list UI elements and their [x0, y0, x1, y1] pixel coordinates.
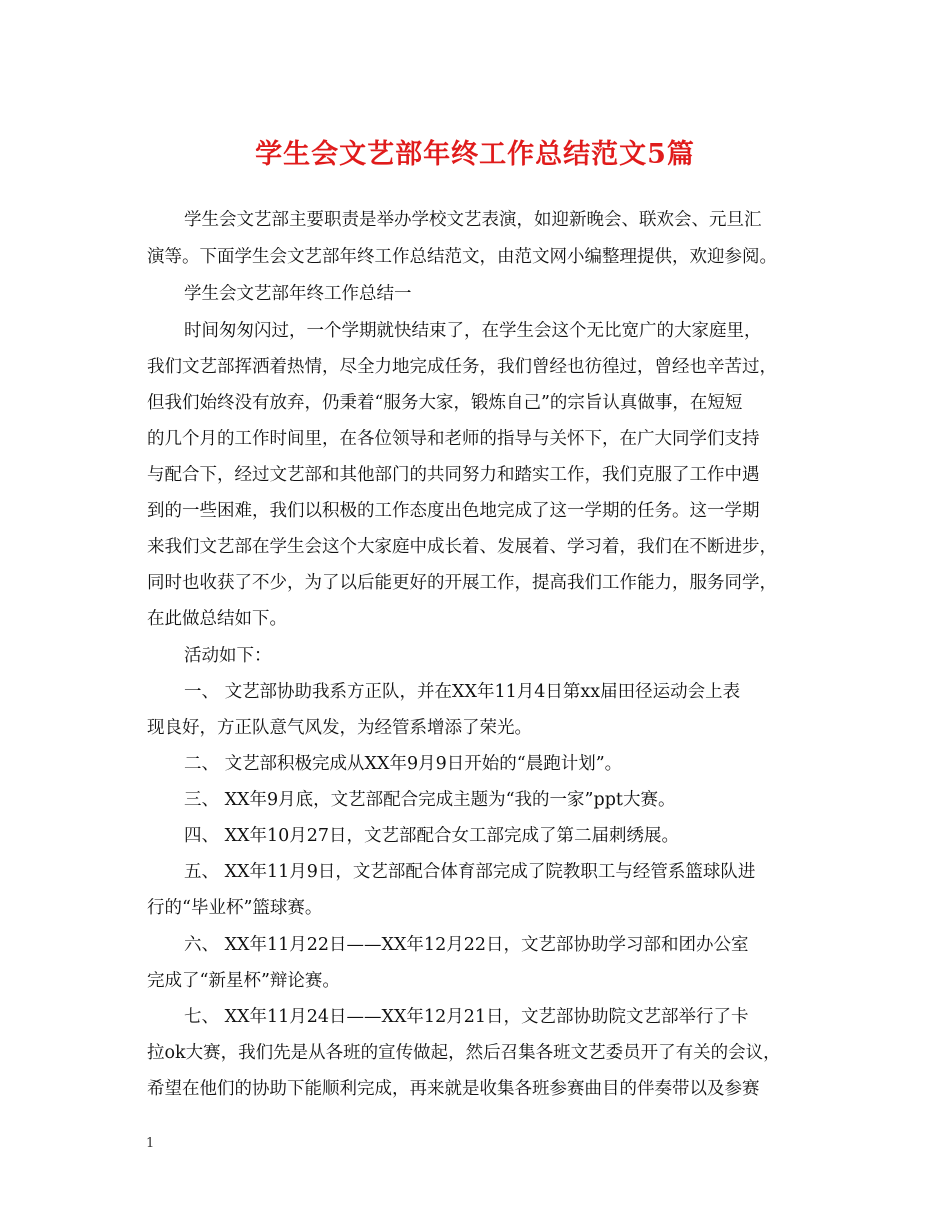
- list-item: 七、 XX年11月24日——XX年12月21日，文艺部协助院文艺部举行了卡: [184, 1007, 749, 1027]
- body-line: 与配合下，经过文艺部和其他部门的共同努力和踏实工作，我们克服了工作中遇: [147, 465, 760, 485]
- body-line: 演等。下面学生会文艺部年终工作总结范文，由范文网小编整理提供，欢迎参阅。: [147, 247, 777, 267]
- body-line: 我们文艺部挥洒着热情，尽全力地完成任务，我们曾经也彷徨过，曾经也辛苦过，: [147, 357, 777, 377]
- list-item-continuation: 完成了“新星杯”辩论赛。: [147, 971, 340, 991]
- list-item: 一、 文艺部协助我系方正队，并在XX年11月4日第xx届田径运动会上表: [184, 682, 741, 702]
- list-item-continuation: 现良好，方正队意气风发，为经管系增添了荣光。: [147, 718, 532, 738]
- body-line: 到的一些困难，我们以积极的工作态度出色地完成了这一学期的任务。这一学期: [147, 501, 760, 521]
- list-item: 二、 文艺部积极完成从XX年9月9日开始的“晨跑计划”。: [184, 754, 623, 774]
- body-line: 来我们文艺部在学生会这个大家庭中成长着、发展着、学习着，我们在不断进步，: [147, 537, 777, 557]
- list-item-continuation: 行的“毕业杯”篮球赛。: [147, 898, 323, 918]
- section-heading: 学生会文艺部年终工作总结一: [184, 284, 412, 304]
- body-line: 但我们始终没有放弃，仍秉着“服务大家，锻炼自己”的宗旨认真做事，在短短: [147, 393, 743, 413]
- body-line: 活动如下：: [184, 646, 272, 666]
- list-item: 三、 XX年9月底，文艺部配合完成主题为“我的一家”ppt大赛。: [184, 790, 676, 810]
- list-item: 六、 XX年11月22日——XX年12月22日，文艺部协助学习部和团办公室: [184, 935, 749, 955]
- list-item: 四、 XX年10月27日，文艺部配合女工部完成了第二届刺绣展。: [184, 826, 680, 846]
- list-item-continuation: 希望在他们的协助下能顺利完成，再来就是收集各班参赛曲目的伴奏带以及参赛: [147, 1079, 760, 1099]
- body-line: 在此做总结如下。: [147, 609, 287, 629]
- list-item: 五、 XX年11月9日，文艺部配合体育部完成了院教职工与经管系篮球队进: [184, 862, 756, 882]
- body-line: 的几个月的工作时间里，在各位领导和老师的指导与关怀下，在广大同学们支持: [147, 429, 760, 449]
- document-title: 学生会文艺部年终工作总结范文5篇: [255, 139, 695, 170]
- body-line: 学生会文艺部主要职责是举办学校文艺表演，如迎新晚会、联欢会、元旦汇: [184, 210, 762, 230]
- body-line: 时间匆匆闪过，一个学期就快结束了，在学生会这个无比宽广的大家庭里，: [184, 321, 762, 341]
- list-item-continuation: 拉ok大赛，我们先是从各班的宣传做起，然后召集各班文艺委员开了有关的会议，: [147, 1043, 781, 1063]
- page-number: 1: [146, 1136, 155, 1151]
- body-line: 同时也收获了不少，为了以后能更好的开展工作，提高我们工作能力，服务同学，: [147, 573, 777, 593]
